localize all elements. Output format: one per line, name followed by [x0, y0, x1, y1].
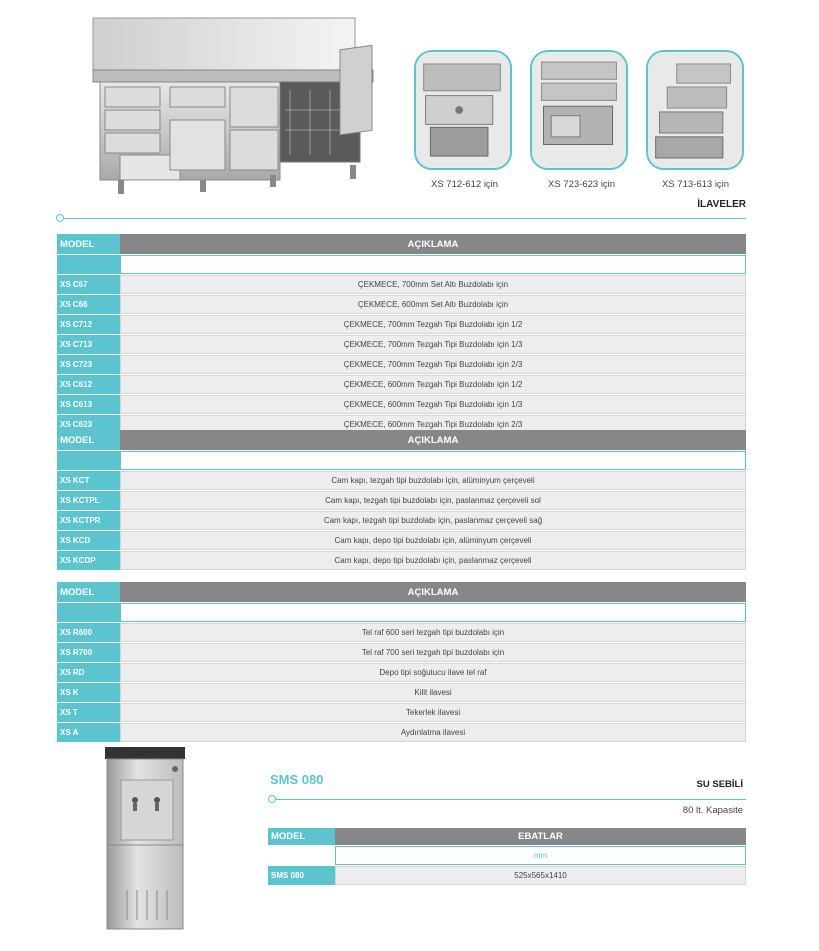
table-row	[57, 643, 746, 662]
table-row	[57, 723, 746, 742]
table-row	[57, 471, 746, 490]
description-cell: 525x565x1410	[335, 866, 746, 885]
model-code: XS T	[57, 703, 120, 722]
thumbnail-caption: XS 713-613 için	[662, 179, 730, 190]
column-header-model: MODEL	[268, 828, 335, 845]
description-cell: Tel raf 600 seri tezgah tipi buzdolabı için	[120, 623, 746, 642]
column-header-model: MODEL	[57, 582, 120, 602]
accessory-table	[57, 429, 746, 571]
description-cell: Cam kapı, depo tipi buzdolabı için, paslanmaz çerçeveli	[120, 551, 746, 570]
table-row	[57, 663, 746, 682]
model-code: XS R700	[57, 643, 120, 662]
model-code: XS C713	[57, 335, 120, 354]
table-row	[268, 866, 746, 885]
description-cell: Cam kapı, tezgah tipi buzdolabı için, alüminyum çerçeveli	[120, 471, 746, 490]
model-code: SMS 080	[268, 866, 335, 885]
model-code: XS KCDP	[57, 551, 120, 570]
product-capacity: 80 lt. Kapasite	[682, 805, 743, 816]
table-row	[57, 295, 746, 314]
product-subtitle: SU SEBİLİ	[696, 779, 743, 790]
model-code: XS C623	[57, 415, 120, 434]
column-header-dimensions: EBATLAR	[335, 828, 746, 845]
description-cell: Cam kapı, tezgah tipi buzdolabı için, paslanmaz çerçeveli sağ	[120, 511, 746, 530]
thumbnail-caption: XS 712-612 için	[431, 179, 499, 190]
model-code: XS K	[57, 683, 120, 702]
description-cell: Depo tipi soğutucu ilave tel raf	[120, 663, 746, 682]
description-cell: ÇEKMECE, 700mm Set Altı Buzdolabı için	[120, 275, 746, 294]
column-header-model: MODEL	[57, 234, 120, 254]
description-cell: ÇEKMECE, 600mm Tezgah Tipi Buzdolabı için 1/2	[120, 375, 746, 394]
description-cell: ÇEKMECE, 700mm Tezgah Tipi Buzdolabı için 1/3	[120, 335, 746, 354]
model-code: XS C712	[57, 315, 120, 334]
model-code: XS KCD	[57, 531, 120, 550]
table-row	[57, 623, 746, 642]
model-code: XS C612	[57, 375, 120, 394]
model-code: XS KCTPL	[57, 491, 120, 510]
description-cell: ÇEKMECE, 600mm Tezgah Tipi Buzdolabı için 1/3	[120, 395, 746, 414]
drawer-unit-image	[414, 50, 512, 170]
column-header-model: MODEL	[57, 430, 120, 450]
model-code: XS C67	[57, 275, 120, 294]
model-code: XS A	[57, 723, 120, 742]
table-row	[57, 703, 746, 722]
description-cell: ÇEKMECE, 600mm Set Altı Buzdolabı için	[120, 295, 746, 314]
accessory-table	[57, 581, 746, 743]
description-cell: ÇEKMECE, 700mm Tezgah Tipi Buzdolabı için 1/2	[120, 315, 746, 334]
counter-refrigerator-image	[90, 15, 380, 195]
drawer-unit-image	[646, 50, 744, 170]
table-row	[57, 551, 746, 570]
section-divider	[63, 218, 746, 219]
table-row	[57, 531, 746, 550]
column-header-description: AÇIKLAMA	[120, 430, 746, 450]
description-cell: Aydınlatma ilavesi	[120, 723, 746, 742]
table-row	[57, 491, 746, 510]
model-code: XS R600	[57, 623, 120, 642]
model-code: XS RD	[57, 663, 120, 682]
section-divider	[275, 799, 746, 800]
description-cell: Cam kapı, depo tipi buzdolabı için, alüminyum çerçeveli	[120, 531, 746, 550]
dimensions-table	[268, 827, 746, 886]
column-header-description: AÇIKLAMA	[120, 234, 746, 254]
description-cell: ÇEKMECE, 600mm Tezgah Tipi Buzdolabı için 2/3	[120, 415, 746, 434]
model-code: XS C66	[57, 295, 120, 314]
model-code: XS C613	[57, 395, 120, 414]
section-title: İLAVELER	[697, 199, 746, 210]
model-code: XS KCT	[57, 471, 120, 490]
drawer-unit-image	[530, 50, 628, 170]
table-row	[57, 355, 746, 374]
model-code: XS C723	[57, 355, 120, 374]
description-cell: Tekerlek ilavesi	[120, 703, 746, 722]
table-row	[57, 375, 746, 394]
table-row	[57, 683, 746, 702]
accessory-table	[57, 233, 746, 435]
description-cell: ÇEKMECE, 700mm Tezgah Tipi Buzdolabı için 2/3	[120, 355, 746, 374]
model-code: XS KCTPR	[57, 511, 120, 530]
table-row	[57, 395, 746, 414]
table-row	[57, 315, 746, 334]
column-header-description: AÇIKLAMA	[120, 582, 746, 602]
description-cell: Kilit ilavesi	[120, 683, 746, 702]
description-cell: Cam kapı, tezgah tipi buzdolabı için, paslanmaz çerçeveli sol	[120, 491, 746, 510]
description-cell: Tel raf 700 seri tezgah tipi buzdolabı için	[120, 643, 746, 662]
unit-label: mm	[335, 846, 746, 865]
table-row	[57, 335, 746, 354]
thumbnail-caption: XS 723-623 için	[548, 179, 616, 190]
water-cooler-image	[97, 745, 187, 935]
product-title: SMS 080	[270, 772, 324, 787]
table-row	[57, 511, 746, 530]
table-row	[57, 275, 746, 294]
